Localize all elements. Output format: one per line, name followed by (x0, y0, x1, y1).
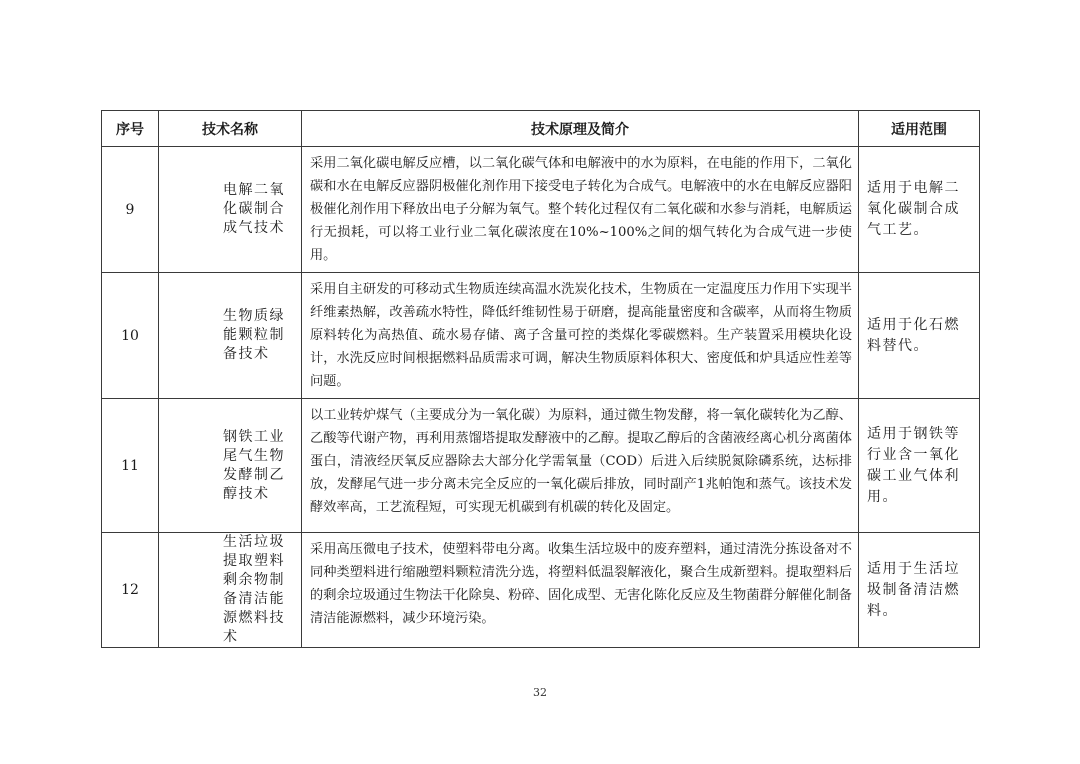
technology-name: 钢铁工业尾气生物发酵制乙醇技术 (159, 399, 302, 533)
row-number: 10 (102, 273, 159, 399)
row-number: 11 (102, 399, 159, 533)
header-name: 技术名称 (159, 111, 302, 147)
application-scope: 适用于生活垃圾制备清洁燃料。 (859, 533, 980, 648)
technology-table (101, 110, 980, 648)
table-row (102, 147, 980, 273)
table-row (102, 533, 980, 648)
table-row (102, 273, 980, 399)
page-number: 32 (533, 686, 547, 699)
row-number: 9 (102, 147, 159, 273)
technology-description: 采用二氧化碳电解反应槽，以二氧化碳气体和电解液中的水为原料，在电能的作用下，二氧化碳和水在电解反应器阴极催化剂作用下接受电子转化为合成气。电解液中的水在电解反应器阳极催化剂作用下释放出电子分解为氧气。整个转化过程仅有二氧化碳和水参与消耗，电解质运行无损耗，可以将工业行业二氧化碳浓度在10%~100%之间的烟气转化为合成气进一步使用。 (302, 147, 859, 273)
table-header-row (102, 111, 980, 147)
application-scope: 适用于化石燃料替代。 (859, 273, 980, 399)
technology-description: 采用自主研发的可移动式生物质连续高温水洗炭化技术，生物质在一定温度压力作用下实现半纤维素热解，改善疏水特性，降低纤维韧性易于研磨，提高能量密度和含碳率，从而将生物质原料转化为高热值、疏水易存储、离子含量可控的类煤化零碳燃料。生产装置采用模块化设计，水洗反应时间根据燃料品质需求可调，解决生物质原料体积大、密度低和炉具适应性差等问题。 (302, 273, 859, 399)
application-scope: 适用于电解二氧化碳制合成气工艺。 (859, 147, 980, 273)
application-scope: 适用于钢铁等行业含一氧化碳工业气体利用。 (859, 399, 980, 533)
technology-name: 生物质绿能颗粒制备技术 (159, 273, 302, 399)
technology-name: 生活垃圾提取塑料剩余物制备清洁能源燃料技术 (159, 533, 302, 648)
header-scope: 适用范围 (859, 111, 980, 147)
row-number: 12 (102, 533, 159, 648)
technology-name: 电解二氧化碳制合成气技术 (159, 147, 302, 273)
technology-description: 以工业转炉煤气（主要成分为一氧化碳）为原料，通过微生物发酵，将一氧化碳转化为乙醇、乙酸等代谢产物，再利用蒸馏塔提取发酵液中的乙醇。提取乙醇后的含菌液经离心机分离菌体蛋白，清液经厌氧反应器除去大部分化学需氧量（COD）后进入后续脱氮除磷系统，达标排放，发酵尾气进一步分离未完全反应的一氧化碳后排放，同时副产1兆帕饱和蒸气。该技术发酵效率高，工艺流程短，可实现无机碳到有机碳的转化及固定。 (302, 399, 859, 533)
header-desc: 技术原理及简介 (302, 111, 859, 147)
table-row (102, 399, 980, 533)
technology-description: 采用高压微电子技术，使塑料带电分离。收集生活垃圾中的废弃塑料，通过清洗分拣设备对不同种类塑料进行缩融塑料颗粒清洗分选，将塑料低温裂解液化，聚合生成新塑料。提取塑料后的剩余垃圾通过生物法干化除臭、粉碎、固化成型、无害化陈化反应及生物菌群分解催化制备清洁能源燃料，减少环境污染。 (302, 533, 859, 648)
header-no: 序号 (102, 111, 159, 147)
